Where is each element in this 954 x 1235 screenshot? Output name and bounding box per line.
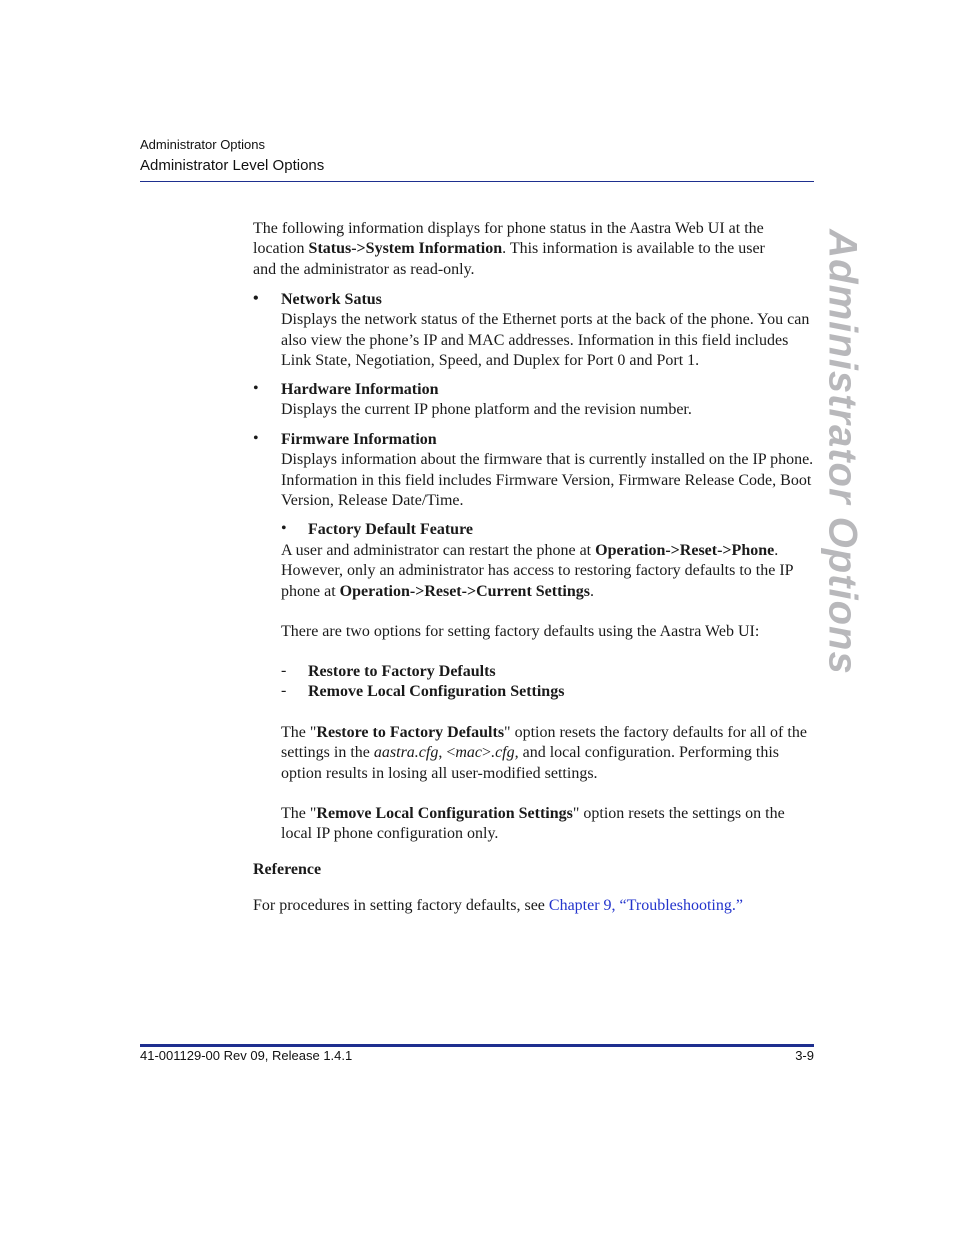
p4-text-c: " option resets the settings on the local IP phone configuration only. xyxy=(281,805,785,843)
intro-line-2a: location xyxy=(253,240,309,258)
factory-p1-period: . xyxy=(590,582,594,600)
bullet-factory: • xyxy=(281,520,287,537)
firmware-text: Displays information about the firmware that is currently installed on the IP phone. Information in this field includes Firmware Version, Firmware Release Code, Boot Version, Release Date/Time. xyxy=(281,451,814,509)
option-restore xyxy=(308,662,496,682)
intro-menu-path: Status->System Information xyxy=(308,240,503,258)
factory-p1-text-a: A user and administrator can restart the phone at xyxy=(281,542,596,559)
p3-aastra-cfg: aastra.cfg xyxy=(373,744,439,762)
dash-option-2: - xyxy=(281,682,287,699)
network-item xyxy=(281,290,814,371)
factory-title-row xyxy=(308,520,473,540)
firmware-title: Firmware Information xyxy=(281,431,437,448)
option-remove xyxy=(308,682,564,702)
intro-paragraph xyxy=(253,219,813,280)
reference-heading: Reference xyxy=(253,861,322,878)
p3-text-a: The " xyxy=(281,724,317,741)
intro-line-3: and the administrator as read-only. xyxy=(253,260,475,278)
p3-text-e: , < xyxy=(438,744,456,762)
p3-cfg: .cfg, xyxy=(491,744,519,762)
p3-text-c: " option resets the factory defaults for all of the settings in the xyxy=(281,724,807,762)
factory-paragraph-1 xyxy=(281,541,814,602)
p4-option-name: Remove Local Configuration Settings xyxy=(316,805,573,822)
bullet-firmware: • xyxy=(253,430,259,447)
p3-mac: mac xyxy=(455,744,483,762)
factory-paragraph-2: There are two options for setting factory defaults using the Aastra Web UI: xyxy=(281,623,760,640)
footer-doc-id: 41-001129-00 Rev 09, Release 1.4.1 xyxy=(140,1048,353,1063)
factory-paragraph-3 xyxy=(281,723,814,784)
factory-p1-path-phone: Operation->Reset->Phone xyxy=(595,542,775,559)
side-tab-chapter-title: Administrator Options xyxy=(820,229,865,675)
hardware-text: Displays the current IP phone platform and the revision number. xyxy=(281,401,692,419)
network-title: Network Satus xyxy=(281,291,382,308)
reference-paragraph xyxy=(253,896,813,916)
intro-line-1: The following information displays for phone status in the Aastra Web UI at the xyxy=(253,220,764,237)
troubleshooting-link[interactable]: Chapter 9, “Troubleshooting.” xyxy=(548,897,743,914)
reference-text: For procedures in setting factory defaults, see xyxy=(253,897,549,914)
bullet-hardware: • xyxy=(253,380,259,397)
p3-option-name: Restore to Factory Defaults xyxy=(316,724,505,741)
dash-option-1: - xyxy=(281,662,287,679)
footer-page-number: 3-9 xyxy=(795,1048,814,1063)
p4-text-a: The " xyxy=(281,805,317,822)
firmware-item xyxy=(281,430,814,511)
network-text: Displays the network status of the Ethernet ports at the back of the phone. You can also view the phone’s IP and MAC addresses. Information in this field includes Link State, Negotiation, Speed, and Duplex for Port 0 and Port 1. xyxy=(281,311,810,369)
intro-line-2c: . This information is available to the user xyxy=(502,240,765,258)
running-header-chapter: Administrator Options xyxy=(140,137,265,152)
header-rule xyxy=(140,181,814,182)
running-header-section: Administrator Level Options xyxy=(140,157,325,174)
hardware-title: Hardware Information xyxy=(281,381,439,398)
factory-p1-path-settings: Operation->Reset->Current Settings xyxy=(339,582,590,600)
factory-title: Factory Default Feature xyxy=(308,521,473,538)
option-restore-label: Restore to Factory Defaults xyxy=(308,663,496,680)
p3-text-g: > xyxy=(482,744,492,762)
hardware-item xyxy=(281,380,814,421)
bullet-network: • xyxy=(253,290,259,307)
factory-p1-text-c: . However, only an administrator has access to restoring factory defaults to the IP phone at xyxy=(281,542,793,600)
factory-paragraph-4 xyxy=(281,804,814,845)
p3-text-i: and local configuration. Performing this option results in losing all user-modified settings. xyxy=(281,744,779,782)
footer-rule xyxy=(140,1044,814,1047)
option-remove-label: Remove Local Configuration Settings xyxy=(308,683,565,700)
